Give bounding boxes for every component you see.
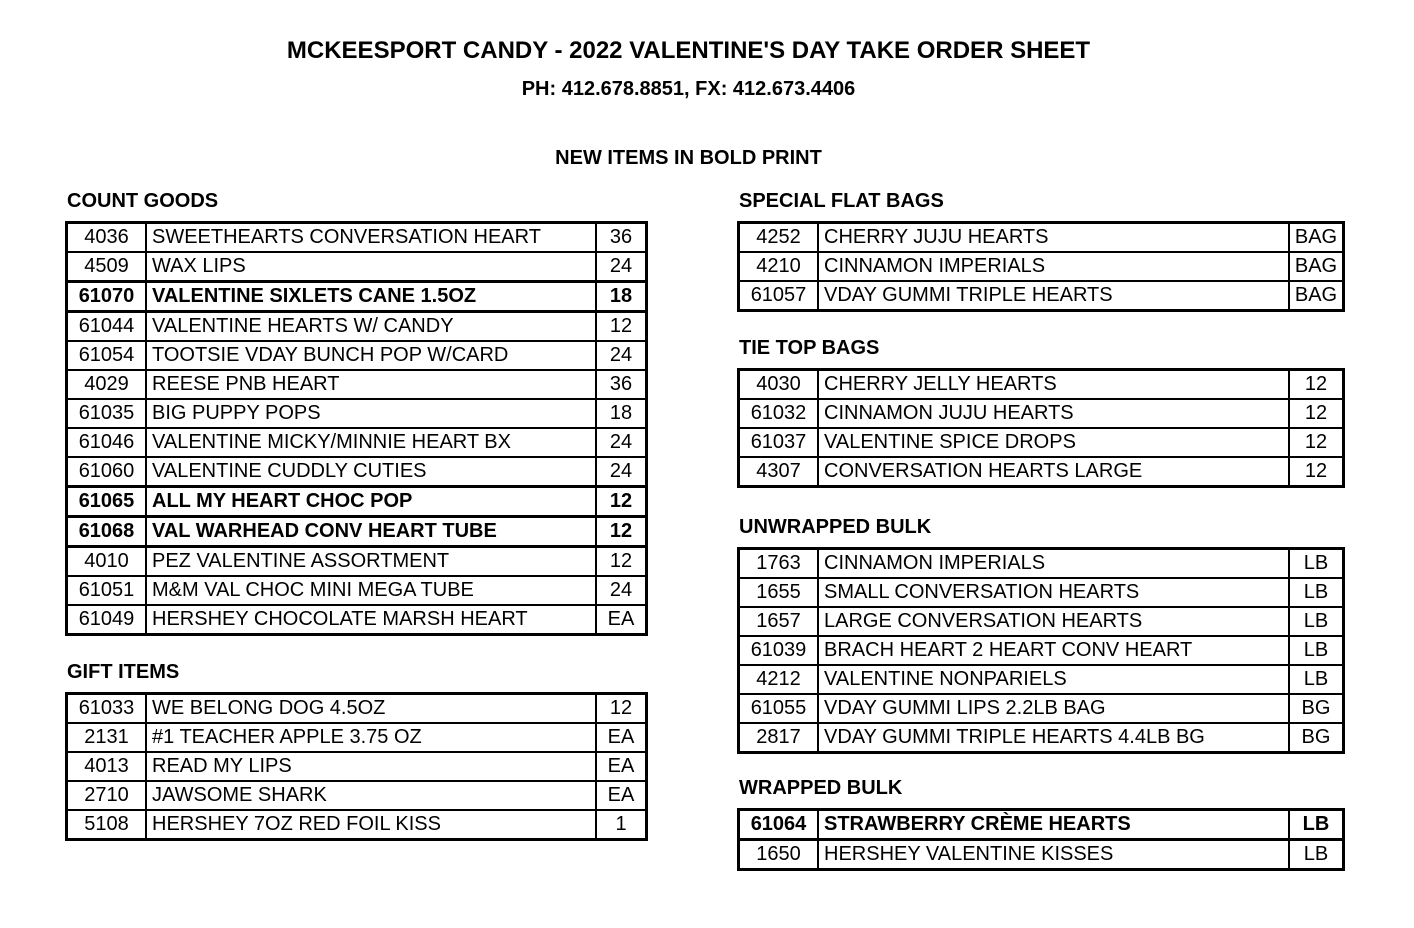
table-row — [740, 841, 1342, 868]
item-unit: 12 — [595, 488, 645, 515]
item-unit: BG — [1288, 695, 1342, 722]
item-description: VALENTINE HEARTS W/ CANDY — [152, 315, 454, 337]
item-code: 61046 — [68, 429, 147, 456]
table-row — [68, 253, 645, 283]
item-unit: LB — [1288, 579, 1342, 606]
contact-line: PH: 412.678.8851, FX: 412.673.4406 — [521, 78, 856, 100]
section-title: WRAPPED BULK — [739, 777, 903, 799]
table-row — [68, 518, 645, 548]
item-unit: 12 — [595, 548, 645, 575]
item-code: 2817 — [740, 724, 819, 751]
item-description: LARGE CONVERSATION HEARTS — [824, 610, 1143, 632]
item-unit: 12 — [1288, 429, 1342, 456]
item-description: VDAY GUMMI LIPS 2.2LB BAG — [824, 697, 1106, 719]
item-description: JAWSOME SHARK — [152, 784, 327, 806]
item-unit: 18 — [595, 400, 645, 427]
order-table-special-flat-bags — [737, 221, 1345, 312]
item-code: 4509 — [68, 253, 147, 280]
item-description: PEZ VALENTINE ASSORTMENT — [152, 550, 450, 572]
table-row — [740, 695, 1342, 724]
item-unit: EA — [595, 782, 645, 809]
item-code: 61057 — [740, 282, 819, 309]
item-description: CONVERSATION HEARTS LARGE — [824, 460, 1143, 482]
item-code: 61037 — [740, 429, 819, 456]
item-code: 4010 — [68, 548, 147, 575]
table-row — [740, 371, 1342, 400]
item-unit: LB — [1288, 811, 1342, 838]
table-row — [740, 550, 1342, 579]
item-code: 4307 — [740, 458, 819, 485]
item-description: WE BELONG DOG 4.5OZ — [152, 697, 386, 719]
table-row — [740, 724, 1342, 751]
item-unit: EA — [595, 724, 645, 751]
table-row — [68, 400, 645, 429]
table-row — [740, 429, 1342, 458]
item-code: 4252 — [740, 224, 819, 251]
item-unit: LB — [1288, 841, 1342, 868]
item-description: CHERRY JELLY HEARTS — [824, 373, 1057, 395]
item-description: CINNAMON IMPERIALS — [824, 255, 1046, 277]
item-code: 4029 — [68, 371, 147, 398]
item-unit: 24 — [595, 342, 645, 369]
item-description: BRACH HEART 2 HEART CONV HEART — [824, 639, 1193, 661]
table-row — [68, 548, 645, 577]
item-unit: 12 — [1288, 400, 1342, 427]
item-code: 5108 — [68, 811, 147, 838]
item-code: 61044 — [68, 313, 147, 340]
order-table-unwrapped-bulk — [737, 547, 1345, 754]
item-unit: LB — [1288, 666, 1342, 693]
item-unit: 12 — [595, 313, 645, 340]
item-code: 61051 — [68, 577, 147, 604]
order-table-gift-items — [65, 692, 648, 841]
item-description: WAX LIPS — [152, 255, 246, 277]
item-code: 1763 — [740, 550, 819, 577]
item-unit: BG — [1288, 724, 1342, 751]
item-description: CINNAMON IMPERIALS — [824, 552, 1046, 574]
item-description: CHERRY JUJU HEARTS — [824, 226, 1049, 248]
item-code: 4030 — [740, 371, 819, 398]
item-code: 61070 — [68, 283, 147, 310]
item-description: VDAY GUMMI TRIPLE HEARTS — [824, 284, 1113, 306]
section-title: COUNT GOODS — [67, 190, 219, 212]
item-code: 61064 — [740, 811, 819, 838]
item-unit: 24 — [595, 577, 645, 604]
section-tie-top-bags — [737, 337, 1345, 488]
item-description: CINNAMON JUJU HEARTS — [824, 402, 1074, 424]
item-unit: 24 — [595, 253, 645, 280]
item-unit: 12 — [595, 695, 645, 722]
item-description: VAL WARHEAD CONV HEART TUBE — [152, 520, 497, 542]
item-code: 4013 — [68, 753, 147, 780]
item-unit: 24 — [595, 458, 645, 485]
item-unit: 36 — [595, 224, 645, 251]
table-row — [68, 342, 645, 371]
item-unit: 18 — [595, 283, 645, 310]
table-row — [740, 811, 1342, 841]
section-unwrapped-bulk — [737, 516, 1345, 754]
section-title: UNWRAPPED BULK — [739, 516, 932, 538]
item-unit: BAG — [1288, 253, 1342, 280]
table-row — [68, 371, 645, 400]
item-description: VALENTINE SIXLETS CANE 1.5OZ — [152, 285, 477, 307]
item-code: 61032 — [740, 400, 819, 427]
item-unit: EA — [595, 606, 645, 633]
item-code: 61039 — [740, 637, 819, 664]
item-code: 61049 — [68, 606, 147, 633]
section-title: GIFT ITEMS — [67, 661, 180, 683]
item-description: ALL MY HEART CHOC POP — [152, 490, 413, 512]
section-title: SPECIAL FLAT BAGS — [739, 190, 944, 212]
item-code: 4036 — [68, 224, 147, 251]
item-description: VALENTINE NONPARIELS — [824, 668, 1067, 690]
table-row — [68, 224, 645, 253]
item-unit: 12 — [1288, 458, 1342, 485]
item-code: 4212 — [740, 666, 819, 693]
item-unit: 12 — [595, 518, 645, 545]
item-description: TOOTSIE VDAY BUNCH POP W/CARD — [152, 344, 509, 366]
item-description: SMALL CONVERSATION HEARTS — [824, 581, 1140, 603]
item-unit: 24 — [595, 429, 645, 456]
table-row — [740, 224, 1342, 253]
item-code: 61055 — [740, 695, 819, 722]
item-description: HERSHEY CHOCOLATE MARSH HEART — [152, 608, 528, 630]
table-row — [68, 753, 645, 782]
table-row — [68, 606, 645, 633]
table-row — [740, 666, 1342, 695]
item-unit: BAG — [1288, 224, 1342, 251]
bold-items-note: NEW ITEMS IN BOLD PRINT — [555, 147, 822, 169]
order-table-count-goods — [65, 221, 648, 636]
item-unit: 36 — [595, 371, 645, 398]
item-unit: EA — [595, 753, 645, 780]
item-unit: 12 — [1288, 371, 1342, 398]
item-description: SWEETHEARTS CONVERSATION HEART — [152, 226, 541, 248]
item-code: 2131 — [68, 724, 147, 751]
item-unit: LB — [1288, 550, 1342, 577]
item-code: 2710 — [68, 782, 147, 809]
section-wrapped-bulk — [737, 777, 1345, 871]
order-table-tie-top-bags — [737, 368, 1345, 488]
table-row — [68, 811, 645, 838]
item-code: 61035 — [68, 400, 147, 427]
table-row — [68, 577, 645, 606]
document-header — [0, 37, 1377, 101]
item-code: 61054 — [68, 342, 147, 369]
table-row — [68, 488, 645, 518]
page-title: MCKEESPORT CANDY - 2022 VALENTINE'S DAY TAKE ORDER SHEET — [286, 37, 1091, 64]
item-description: READ MY LIPS — [152, 755, 292, 777]
item-description: VDAY GUMMI TRIPLE HEARTS 4.4LB BG — [824, 726, 1205, 748]
item-code: 1657 — [740, 608, 819, 635]
table-row — [740, 608, 1342, 637]
item-unit: LB — [1288, 608, 1342, 635]
section-count-goods — [65, 190, 648, 636]
section-title: TIE TOP BAGS — [739, 337, 880, 359]
item-description: BIG PUPPY POPS — [152, 402, 321, 424]
item-unit: LB — [1288, 637, 1342, 664]
item-description: VALENTINE MICKY/MINNIE HEART BX — [152, 431, 511, 453]
item-description: REESE PNB HEART — [152, 373, 340, 395]
item-code: 1655 — [740, 579, 819, 606]
table-row — [740, 458, 1342, 485]
item-unit: 1 — [595, 811, 645, 838]
item-description: M&M VAL CHOC MINI MEGA TUBE — [152, 579, 474, 601]
table-row — [68, 313, 645, 342]
item-code: 61065 — [68, 488, 147, 515]
item-unit: BAG — [1288, 282, 1342, 309]
item-description: HERSHEY 7OZ RED FOIL KISS — [152, 813, 441, 835]
table-row — [68, 782, 645, 811]
item-description: #1 TEACHER APPLE 3.75 OZ — [152, 726, 422, 748]
table-row — [68, 458, 645, 488]
item-code: 61033 — [68, 695, 147, 722]
order-table-wrapped-bulk — [737, 808, 1345, 871]
table-row — [68, 724, 645, 753]
item-code: 61068 — [68, 518, 147, 545]
item-description: VALENTINE CUDDLY CUTIES — [152, 460, 427, 482]
section-special-flat-bags — [737, 190, 1345, 312]
section-gift-items — [65, 661, 648, 841]
table-row — [740, 637, 1342, 666]
item-code: 1650 — [740, 841, 819, 868]
table-row — [740, 253, 1342, 282]
item-description: HERSHEY VALENTINE KISSES — [824, 843, 1114, 865]
item-code: 4210 — [740, 253, 819, 280]
table-row — [68, 283, 645, 313]
table-row — [68, 429, 645, 458]
item-description: VALENTINE SPICE DROPS — [824, 431, 1076, 453]
table-row — [740, 400, 1342, 429]
item-description: STRAWBERRY CRÈME HEARTS — [824, 813, 1131, 835]
table-row — [740, 579, 1342, 608]
item-code: 61060 — [68, 458, 147, 485]
table-row — [740, 282, 1342, 309]
table-row — [68, 695, 645, 724]
